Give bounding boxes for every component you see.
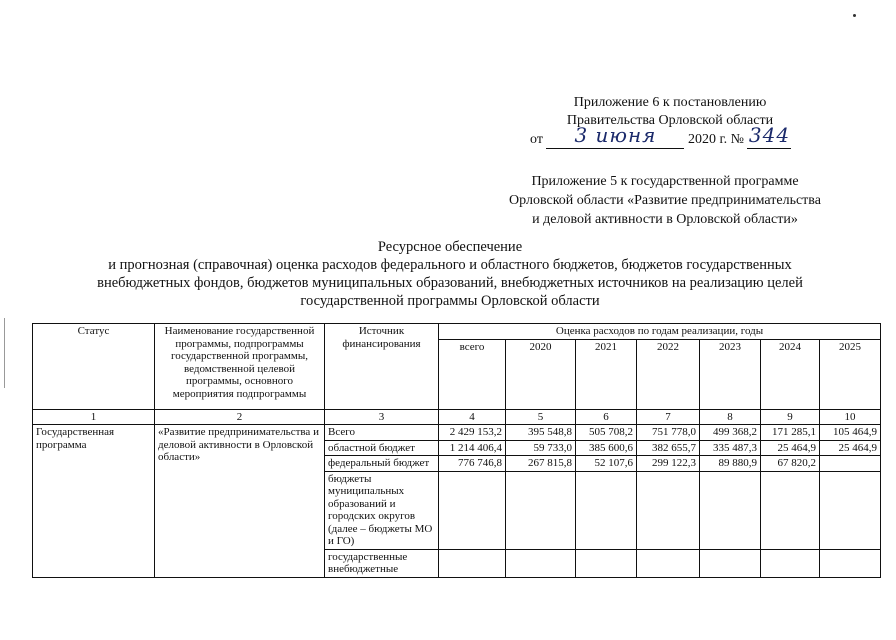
value-cell (700, 549, 761, 577)
value-cell (761, 471, 820, 549)
attachment-5-line2: Орловской области «Развитие предпринимательства (509, 193, 821, 208)
header-year: 2020 (506, 339, 576, 409)
year-label: 2020 г. № (687, 132, 744, 147)
document-title (60, 238, 840, 310)
attachment-5-line3: и деловой активности в Орловской области» (532, 212, 798, 227)
value-cell: 382 655,7 (637, 440, 700, 456)
column-number: 6 (576, 409, 637, 425)
scan-edge-line (4, 318, 5, 388)
value-cell: 25 464,9 (761, 440, 820, 456)
value-cell: 776 746,8 (439, 456, 506, 472)
value-cell: 105 464,9 (820, 425, 881, 441)
table-row-total (33, 425, 881, 441)
value-cell (506, 549, 576, 577)
header-year: 2025 (820, 339, 881, 409)
decree-line (530, 123, 791, 149)
source-cell: бюджеты муниципальных образований и городских округов (далее – бюджеты МО и ГО) (325, 471, 439, 549)
column-number: 9 (761, 409, 820, 425)
header-total: всего (439, 339, 506, 409)
from-label: от (530, 132, 543, 147)
header-estimate: Оценка расходов по годам реализации, годы (439, 324, 881, 340)
table-header-row (33, 324, 881, 340)
value-cell: 1 214 406,4 (439, 440, 506, 456)
value-cell (820, 471, 881, 549)
source-cell: государственные внебюджетные (325, 549, 439, 577)
value-cell: 67 820,2 (761, 456, 820, 472)
column-number: 8 (700, 409, 761, 425)
title-line3: внебюджетных фондов, бюджетов муниципальных образований, внебюджетных источников на реализацию целей (97, 275, 803, 291)
value-cell: 171 285,1 (761, 425, 820, 441)
column-number-row (33, 409, 881, 425)
decree-number-field (747, 123, 791, 149)
source-cell: федеральный бюджет (325, 456, 439, 472)
attachment-6-line2: Правительства Орловской области (566, 113, 774, 128)
decree-date-field (546, 123, 684, 149)
resource-table (32, 323, 881, 578)
value-cell: 395 548,8 (506, 425, 576, 441)
value-cell: 505 708,2 (576, 425, 637, 441)
program-name-cell: «Развитие предпринимательства и деловой активности в Орловской области» (155, 425, 325, 578)
title-line2: и прогнозная (справочная) оценка расходов федерального и областного бюджетов, бюджетов государственных (108, 257, 792, 273)
value-cell (439, 471, 506, 549)
column-number: 5 (506, 409, 576, 425)
value-cell: 751 778,0 (637, 425, 700, 441)
column-number: 7 (637, 409, 700, 425)
value-cell: 299 122,3 (637, 456, 700, 472)
value-cell (700, 471, 761, 549)
attachment-6-line1: Приложение 6 к постановлению (573, 95, 767, 110)
attachment-5-line1: Приложение 5 к государственной программе (531, 174, 799, 189)
header-year: 2024 (761, 339, 820, 409)
column-number: 3 (325, 409, 439, 425)
header-name: Наименование государственной программы, подпрограммы государственной программы, ведомственной целевой программы, основного мероприятия подпрограммы (155, 324, 325, 410)
value-cell (820, 456, 881, 472)
value-cell: 335 487,3 (700, 440, 761, 456)
value-cell: 89 880,9 (700, 456, 761, 472)
scan-dot (853, 14, 856, 17)
title-line4: государственной программы Орловской области (300, 293, 600, 309)
value-cell (506, 471, 576, 549)
value-cell: 59 733,0 (506, 440, 576, 456)
value-cell (576, 549, 637, 577)
value-cell: 2 429 153,2 (439, 425, 506, 441)
status-cell: Государственная программа (33, 425, 155, 578)
column-number: 1 (33, 409, 155, 425)
value-cell: 385 600,6 (576, 440, 637, 456)
value-cell (576, 471, 637, 549)
column-number: 10 (820, 409, 881, 425)
value-cell: 499 368,2 (700, 425, 761, 441)
header-year: 2022 (637, 339, 700, 409)
value-cell (761, 549, 820, 577)
header-year: 2023 (700, 339, 761, 409)
value-cell (439, 549, 506, 577)
decree-date-handwritten: 3 июня (574, 123, 657, 147)
header-status: Статус (33, 324, 155, 410)
value-cell (637, 471, 700, 549)
decree-number-handwritten: 344 (748, 123, 791, 147)
value-cell (637, 549, 700, 577)
value-cell: 25 464,9 (820, 440, 881, 456)
attachment-5-header (475, 172, 855, 229)
column-number: 4 (439, 409, 506, 425)
value-cell (820, 549, 881, 577)
value-cell: 52 107,6 (576, 456, 637, 472)
header-source: Источник финансирования (325, 324, 439, 410)
value-cell: 267 815,8 (506, 456, 576, 472)
column-number: 2 (155, 409, 325, 425)
source-cell: областной бюджет (325, 440, 439, 456)
source-cell: Всего (325, 425, 439, 441)
title-line1: Ресурсное обеспечение (377, 239, 523, 255)
header-year: 2021 (576, 339, 637, 409)
